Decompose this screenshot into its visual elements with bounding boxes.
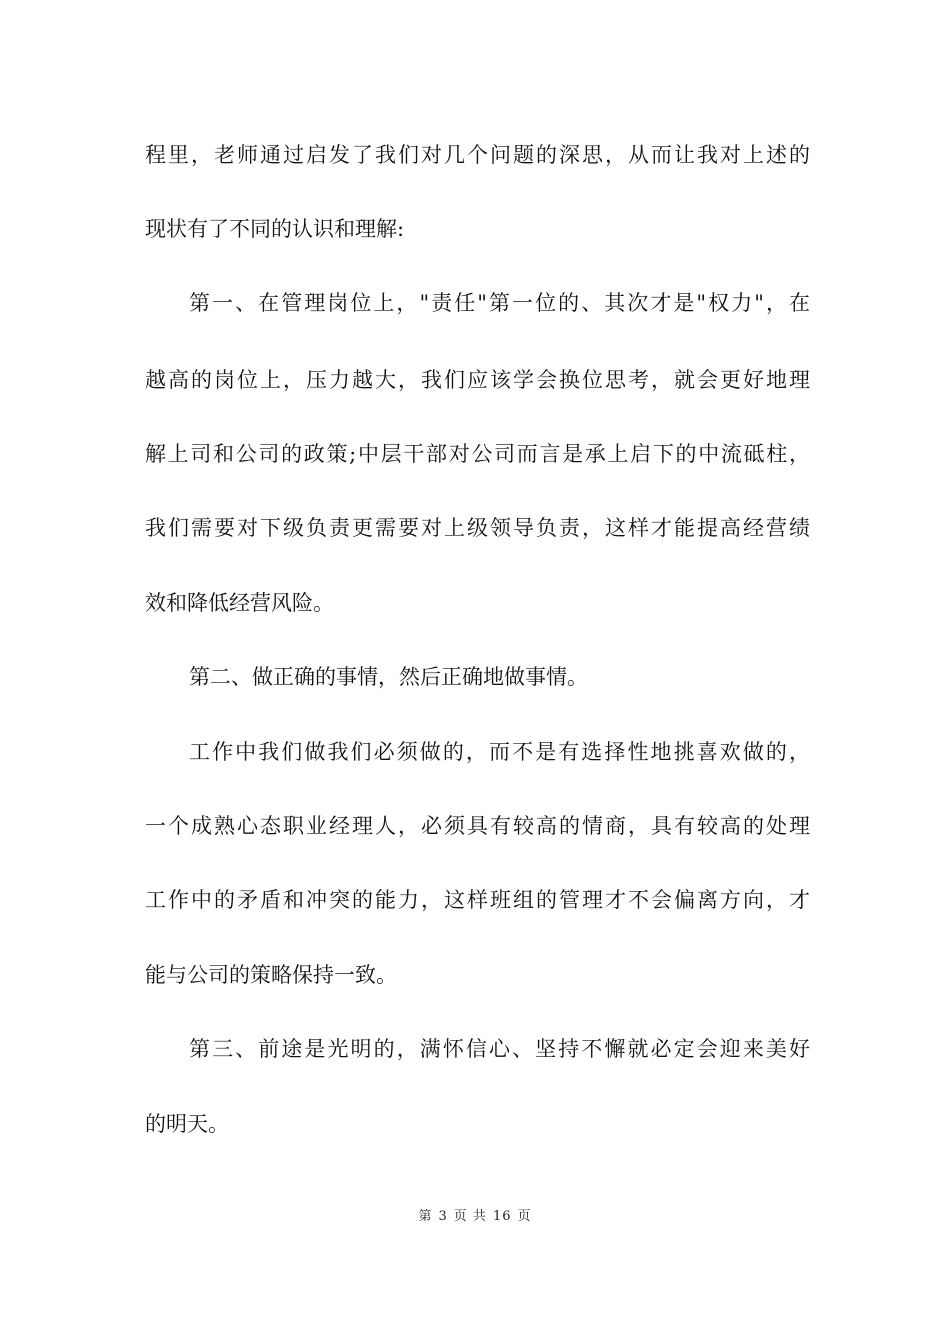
footer-total-pages: 16 [492, 1209, 512, 1224]
body-line-2: 现状有了不同的认识和理解: [145, 217, 405, 241]
paragraph-1-line-3: 解上司和公司的政策;中层干部对公司而言是承上启下的中流砥柱， [145, 442, 810, 466]
paragraph-3-line-3: 工作中的矛盾和冲突的能力，这样班组的管理才不会偏离方向，才 [145, 888, 810, 912]
paragraph-4-line-2: 的明天。 [145, 1112, 229, 1136]
paragraph-1-line-1: 第一、在管理岗位上，"责任"第一位的、其次才是"权力"，在 [189, 291, 810, 315]
paragraph-4-line-1: 第三、前途是光明的，满怀信心、坚持不懈就必定会迎来美好 [189, 1037, 810, 1061]
footer-suffix: 页 [517, 1209, 532, 1224]
body-line-1: 程里，老师通过启发了我们对几个问题的深思，从而让我对上述的 [145, 143, 810, 167]
paragraph-3-line-2: 一个成熟心态职业经理人，必须具有较高的情商，具有较高的处理 [145, 814, 810, 838]
footer-current-page: 3 [438, 1209, 448, 1224]
paragraph-1-line-4: 我们需要对下级负责更需要对上级领导负责，这样才能提高经营绩 [145, 516, 810, 540]
footer-prefix: 第 [418, 1209, 433, 1224]
paragraph-1-line-2: 越高的岗位上，压力越大，我们应该学会换位思考，就会更好地理 [145, 368, 810, 392]
paragraph-3-line-4: 能与公司的策略保持一致。 [145, 963, 397, 987]
paragraph-3-line-1: 工作中我们做我们必须做的，而不是有选择性地挑喜欢做的， [189, 740, 810, 764]
paragraph-1-line-5: 效和降低经营风险。 [145, 591, 334, 615]
page-footer [0, 1208, 950, 1226]
paragraph-2-line-1: 第二、做正确的事情，然后正确地做事情。 [189, 665, 588, 689]
footer-middle: 页 共 [453, 1209, 487, 1224]
